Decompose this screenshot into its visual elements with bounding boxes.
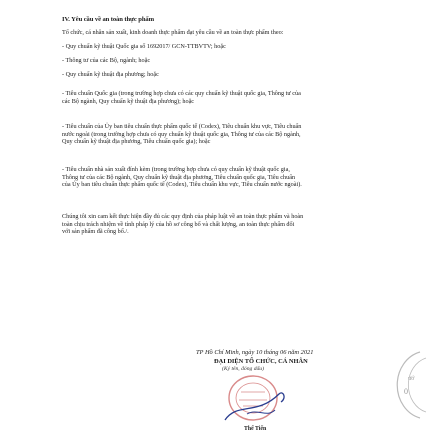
signature-date: TP Hồ Chí Minh, ngày 10 tháng 06 năm 2021 (196, 349, 314, 356)
svg-text:ướ: ướ (408, 376, 415, 382)
company-stamp-icon (217, 372, 295, 428)
bullet-item: - Quy chuẩn kỹ thuật Quốc gia số 1692017/ GCN-TTBVTV; hoặc (62, 43, 226, 50)
bullet-item: - Thông tư của các Bộ, ngành; hoặc (62, 57, 151, 64)
paragraph (62, 166, 392, 189)
paragraph-line: - Tiêu chuẩn nhà sản xuất đính kèm (trong trường hợp chưa có quy chuẩn kỹ thuật quốc gia, (62, 166, 290, 173)
paragraph-line: Chúng tôi xin cam kết thực hiện đầy đủ các quy định của pháp luật về an toàn thực phẩm và hoàn (62, 213, 304, 220)
paragraph-line: - Tiêu chuẩn của Ủy ban tiêu chuẩn thực phẩm quốc tế (Codex), Tiêu chuẩn khu vực, Tiêu chuẩn (62, 123, 302, 130)
bullet-item: - Quy chuẩn kỹ thuật địa phương; hoặc (62, 71, 159, 78)
paragraph-line: các Bộ ngành, Quy chuẩn kỹ thuật địa phương); hoặc (62, 97, 195, 105)
signature-note: (Ký tên, đóng dấu) (222, 366, 264, 372)
section-heading: IV. Yêu cầu về an toàn thực phẩm (62, 16, 154, 23)
paragraph (62, 123, 392, 146)
paragraph-line: - Tiêu chuẩn Quốc gia (trong trường hợp chưa có các quy chuẩn kỹ thuật quốc gia, Thông tư của (62, 90, 301, 97)
commitment-paragraph (62, 213, 392, 236)
signatory-name: Thế Tiến (244, 426, 267, 432)
edge-stamp-icon (380, 350, 434, 420)
svg-text:0: 0 (404, 387, 408, 396)
paragraph-line: của Ủy ban tiêu chuẩn thực phẩm quốc tế (Codex), Tiêu chuẩn khu vực, Tiêu chuẩn nước ngoài). (62, 181, 302, 189)
paragraph-line: nước ngoài (trong trường hợp chưa có quy chuẩn kỹ thuật quốc gia, Thông tư của các Bộ ngành, (62, 130, 301, 138)
signature-title: ĐẠI DIỆN TỔ CHỨC, CÁ NHÂN (214, 358, 308, 365)
paragraph-line: Quy chuẩn kỹ thuật địa phương, Tiêu chuẩn quốc gia); hoặc (62, 138, 211, 146)
paragraph-line: toàn chịu trách nhiệm về tính pháp lý của hồ sơ công bố và chất lượng, an toàn thực phẩm đối (62, 220, 295, 228)
paragraph (62, 90, 392, 105)
paragraph-line: với sản phẩm đã công bố./. (62, 228, 129, 236)
paragraph-line: Thông tư của các Bộ ngành, Quy chuẩn kỹ thuật địa phương, Tiêu chuẩn quốc gia, Tiêu chuẩn (62, 173, 296, 181)
intro-text: Tổ chức, cá nhân sản xuất, kinh doanh thực phẩm đạt yêu cầu về an toàn thực phẩm theo: (62, 29, 284, 36)
